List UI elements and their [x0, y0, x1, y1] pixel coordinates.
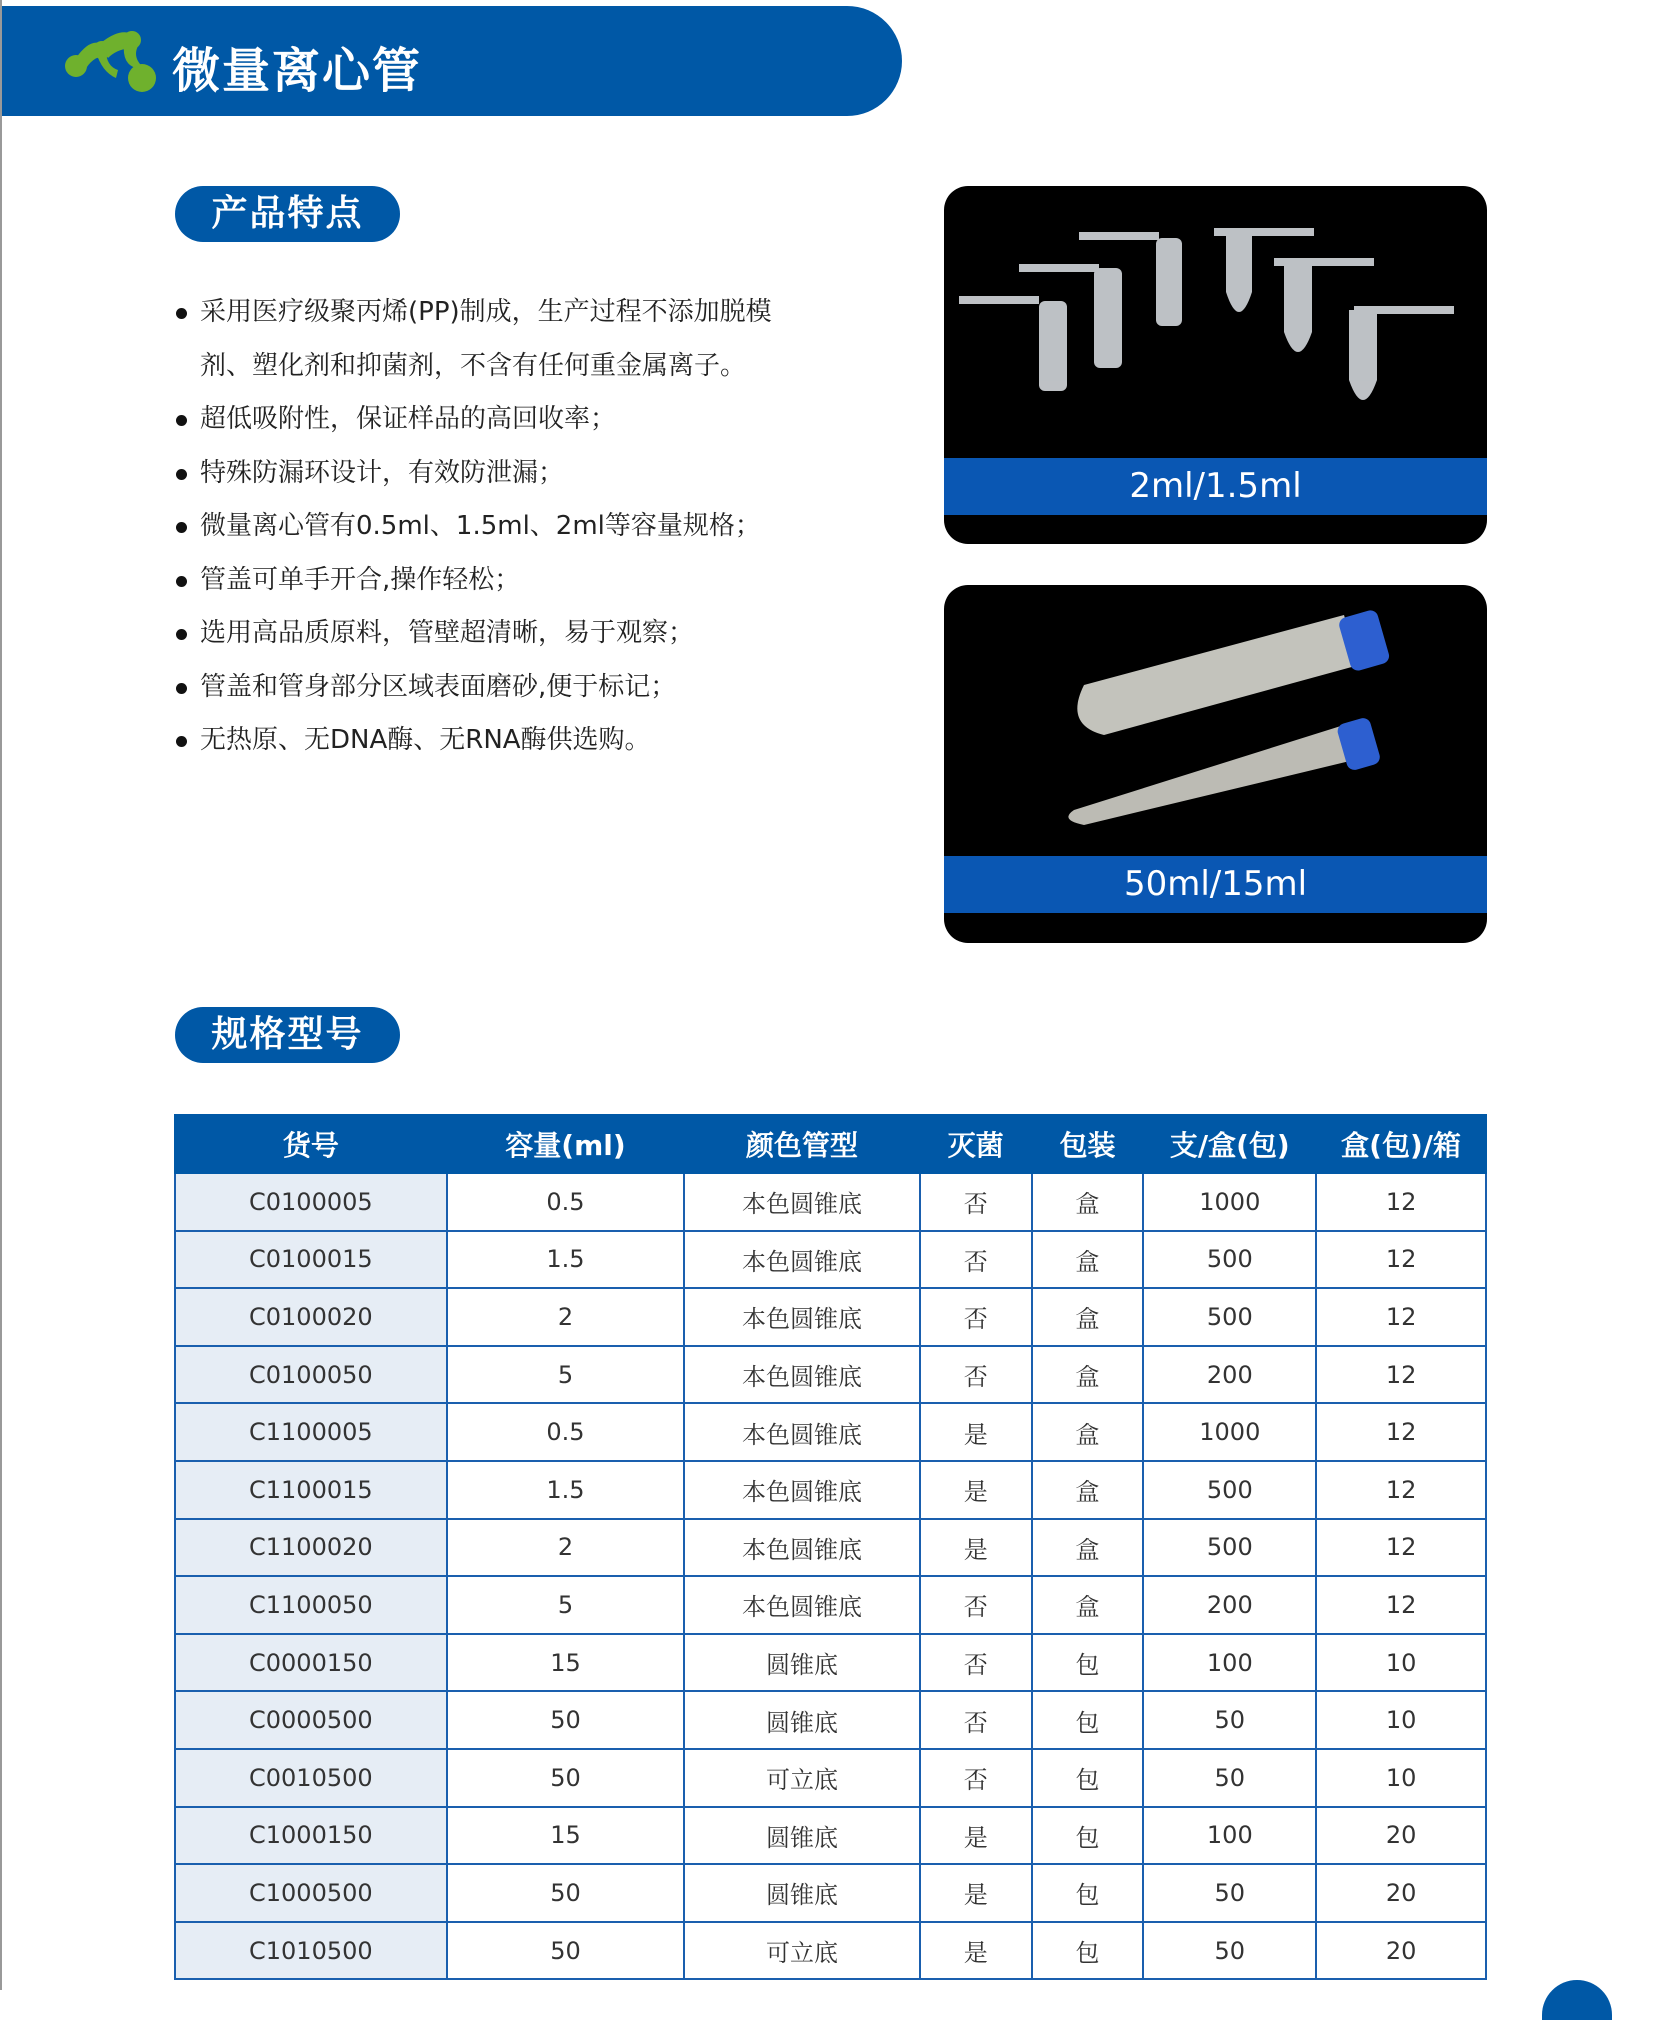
table-cell: C1100005 — [175, 1403, 447, 1461]
table-cell: 盒 — [1032, 1288, 1144, 1346]
table-cell: 50 — [447, 1864, 685, 1922]
table-cell: 1.5 — [447, 1461, 685, 1519]
table-row — [175, 1461, 1486, 1519]
table-row — [175, 1231, 1486, 1289]
feature-item: 采用医疗级聚丙烯(PP)制成，生产过程不添加脱模剂、塑化剂和抑菌剂，不含有任何重金属离子。 — [174, 286, 814, 393]
feature-item: 选用高品质原料，管壁超清晰，易于观察； — [174, 607, 814, 661]
feature-item: 特殊防漏环设计，有效防泄漏； — [174, 447, 814, 501]
table-cell: 盒 — [1032, 1231, 1144, 1289]
table-cell: 50 — [1143, 1864, 1316, 1922]
specs-heading: 规格型号 — [175, 1007, 400, 1063]
column-header: 支/盒(包) — [1143, 1115, 1316, 1173]
table-cell: 本色圆锥底 — [684, 1461, 920, 1519]
table-cell: C0010500 — [175, 1749, 447, 1807]
table-cell: 是 — [920, 1403, 1032, 1461]
column-header: 灭菌 — [920, 1115, 1032, 1173]
table-cell: 圆锥底 — [684, 1864, 920, 1922]
table-cell: 包 — [1032, 1634, 1144, 1692]
table-cell: 50 — [447, 1922, 685, 1980]
table-cell: C0000150 — [175, 1634, 447, 1692]
page-title: 微量离心管 — [172, 43, 423, 99]
table-cell: 2 — [447, 1519, 685, 1577]
table-cell: 12 — [1316, 1403, 1486, 1461]
table-row — [175, 1346, 1486, 1404]
table-cell: C1100015 — [175, 1461, 447, 1519]
feature-item: 无热原、无DNA酶、无RNA酶供选购。 — [174, 714, 814, 768]
table-row — [175, 1288, 1486, 1346]
table-cell: 5 — [447, 1576, 685, 1634]
table-cell: 包 — [1032, 1749, 1144, 1807]
table-cell: 否 — [920, 1576, 1032, 1634]
table-cell: 500 — [1143, 1231, 1316, 1289]
table-row — [175, 1634, 1486, 1692]
table-cell: 本色圆锥底 — [684, 1231, 920, 1289]
photo-label: 50ml/15ml — [944, 856, 1487, 913]
table-cell: 12 — [1316, 1288, 1486, 1346]
table-cell: 50 — [1143, 1749, 1316, 1807]
table-cell: 1000 — [1143, 1173, 1316, 1231]
table-cell: 圆锥底 — [684, 1634, 920, 1692]
table-cell: 12 — [1316, 1346, 1486, 1404]
table-cell: 否 — [920, 1749, 1032, 1807]
table-cell: 盒 — [1032, 1346, 1144, 1404]
table-cell: C0100020 — [175, 1288, 447, 1346]
table-cell: 50 — [447, 1749, 685, 1807]
specs-table — [174, 1114, 1487, 1980]
table-cell: 本色圆锥底 — [684, 1576, 920, 1634]
table-cell: 100 — [1143, 1807, 1316, 1865]
table-cell: 否 — [920, 1173, 1032, 1231]
product-photo-centrifuge-tubes — [944, 585, 1487, 943]
table-cell: 500 — [1143, 1288, 1316, 1346]
table-cell: 否 — [920, 1346, 1032, 1404]
table-cell: 12 — [1316, 1576, 1486, 1634]
table-cell: 20 — [1316, 1807, 1486, 1865]
table-row — [175, 1922, 1486, 1980]
table-row — [175, 1691, 1486, 1749]
table-cell: C1010500 — [175, 1922, 447, 1980]
table-row — [175, 1864, 1486, 1922]
table-cell: 200 — [1143, 1346, 1316, 1404]
feature-item: 管盖可单手开合,操作轻松； — [174, 554, 814, 608]
table-cell: 圆锥底 — [684, 1807, 920, 1865]
table-cell: C1000150 — [175, 1807, 447, 1865]
feature-item: 微量离心管有0.5ml、1.5ml、2ml等容量规格； — [174, 500, 814, 554]
table-row — [175, 1749, 1486, 1807]
table-cell: 100 — [1143, 1634, 1316, 1692]
table-cell: 2 — [447, 1288, 685, 1346]
table-cell: 50 — [1143, 1922, 1316, 1980]
table-cell: 是 — [920, 1807, 1032, 1865]
table-cell: 10 — [1316, 1691, 1486, 1749]
table-row — [175, 1807, 1486, 1865]
table-cell: 可立底 — [684, 1922, 920, 1980]
table-cell: 10 — [1316, 1749, 1486, 1807]
table-cell: 1000 — [1143, 1403, 1316, 1461]
table-cell: 0.5 — [447, 1173, 685, 1231]
table-cell: 20 — [1316, 1864, 1486, 1922]
product-photo-microtubes — [944, 186, 1487, 544]
table-cell: 15 — [447, 1807, 685, 1865]
table-cell: C1000500 — [175, 1864, 447, 1922]
table-cell: 本色圆锥底 — [684, 1519, 920, 1577]
table-cell: 包 — [1032, 1864, 1144, 1922]
table-cell: 0.5 — [447, 1403, 685, 1461]
table-cell: 12 — [1316, 1231, 1486, 1289]
table-cell: 否 — [920, 1691, 1032, 1749]
table-cell: 是 — [920, 1519, 1032, 1577]
table-cell: C0100005 — [175, 1173, 447, 1231]
logo-icon — [62, 28, 158, 98]
table-cell: 圆锥底 — [684, 1691, 920, 1749]
page-header — [2, 6, 902, 116]
table-header-row — [175, 1115, 1486, 1173]
table-cell: 盒 — [1032, 1173, 1144, 1231]
table-cell: 包 — [1032, 1807, 1144, 1865]
table-cell: 盒 — [1032, 1519, 1144, 1577]
table-cell: 12 — [1316, 1461, 1486, 1519]
table-cell: 可立底 — [684, 1749, 920, 1807]
table-cell: C0100050 — [175, 1346, 447, 1404]
features-list — [174, 286, 814, 768]
table-cell: 包 — [1032, 1691, 1144, 1749]
table-cell: 20 — [1316, 1922, 1486, 1980]
table-cell: 盒 — [1032, 1461, 1144, 1519]
table-cell: C1100020 — [175, 1519, 447, 1577]
column-header: 颜色管型 — [684, 1115, 920, 1173]
table-cell: 包 — [1032, 1922, 1144, 1980]
table-cell: 15 — [447, 1634, 685, 1692]
feature-item: 管盖和管身部分区域表面磨砂,便于标记； — [174, 661, 814, 715]
table-cell: 500 — [1143, 1461, 1316, 1519]
table-cell: 是 — [920, 1864, 1032, 1922]
table-cell: C0000500 — [175, 1691, 447, 1749]
table-cell: 12 — [1316, 1519, 1486, 1577]
table-cell: 50 — [447, 1691, 685, 1749]
table-cell: 盒 — [1032, 1403, 1144, 1461]
table-cell: 否 — [920, 1634, 1032, 1692]
feature-item: 超低吸附性，保证样品的高回收率； — [174, 393, 814, 447]
column-header: 容量(ml) — [447, 1115, 685, 1173]
table-cell: 200 — [1143, 1576, 1316, 1634]
corner-decoration — [1542, 1980, 1612, 2020]
table-cell: 本色圆锥底 — [684, 1173, 920, 1231]
table-cell: 500 — [1143, 1519, 1316, 1577]
centrifuge-tubes-image — [944, 585, 1487, 855]
table-cell: 本色圆锥底 — [684, 1403, 920, 1461]
table-cell: 否 — [920, 1231, 1032, 1289]
table-cell: 1.5 — [447, 1231, 685, 1289]
table-cell: 10 — [1316, 1634, 1486, 1692]
column-header: 盒(包)/箱 — [1316, 1115, 1486, 1173]
table-row — [175, 1576, 1486, 1634]
table-cell: 12 — [1316, 1173, 1486, 1231]
table-cell: C0100015 — [175, 1231, 447, 1289]
table-cell: 是 — [920, 1922, 1032, 1980]
table-cell: 盒 — [1032, 1576, 1144, 1634]
table-cell: 50 — [1143, 1691, 1316, 1749]
microtubes-image — [944, 186, 1487, 456]
table-row — [175, 1403, 1486, 1461]
table-cell: 本色圆锥底 — [684, 1346, 920, 1404]
table-cell: 是 — [920, 1461, 1032, 1519]
table-cell: 否 — [920, 1288, 1032, 1346]
table-cell: C1100050 — [175, 1576, 447, 1634]
photo-label: 2ml/1.5ml — [944, 458, 1487, 515]
column-header: 包装 — [1032, 1115, 1144, 1173]
table-row — [175, 1173, 1486, 1231]
features-heading: 产品特点 — [175, 186, 400, 242]
table-row — [175, 1519, 1486, 1577]
column-header: 货号 — [175, 1115, 447, 1173]
table-cell: 本色圆锥底 — [684, 1288, 920, 1346]
table-cell: 5 — [447, 1346, 685, 1404]
